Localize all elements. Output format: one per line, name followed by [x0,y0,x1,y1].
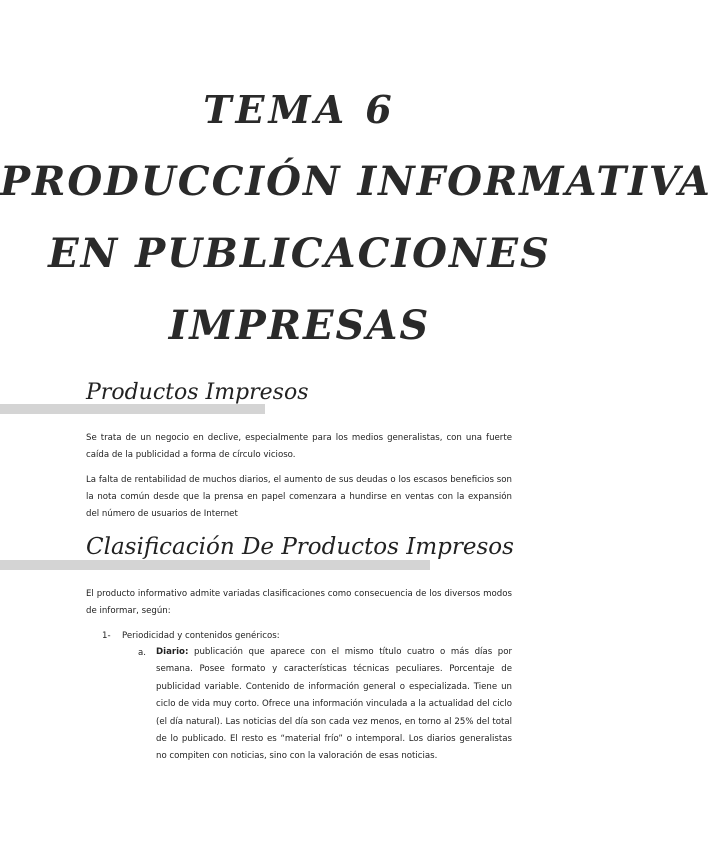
document-title [0,74,712,362]
section-underline-bar [0,404,265,414]
title-line-4: IMPRESAS [168,302,431,349]
title-line-3: EN PUBLICACIONES [48,230,551,277]
paragraph: Se trata de un negocio en declive, especialmente para los medios generalistas, con una fuerte caída de la publicidad a forma de círculo vicioso. [86,433,512,460]
title-line-1: TEMA 6 [203,87,396,132]
title-line-2: PRODUCCIÓN INFORMATIVA [0,158,712,205]
numbered-list [86,627,512,777]
paragraph: El producto informativo admite variadas clasificaciones como consecuencia de los diversos modos de informar, según: [86,589,512,616]
section-heading-productos [0,378,599,418]
section-heading-text: Productos Impresos [86,380,309,405]
section-underline-bar [0,560,430,570]
sub-item-text: publicación que aparece con el mismo título cuatro o más días por semana. Posee formato y características técnicas peculiares. Porcentaje de publicidad variable. Contenido de información general o especializada. Tiene un ciclo de vida muy corto. Ofrece una información vinculada a la actualidad del ciclo (el día natural). Las noticias del día son cada vez menos, en torno al 25% del total de lo publicado. El resto es “material frío” o intemporal. Los diarios generalistas no compiten con noticias, sino con la valoración de esas noticias. [156,647,512,762]
list-item-label: Periodicidad y contenidos genéricos: [122,631,280,641]
sub-item-term: Diario: [156,647,189,657]
list-item-number: 1- [102,631,111,641]
section-heading-text: Clasificación De Productos Impresos [86,534,514,560]
section-heading-clasificacion [0,534,599,574]
sub-item-marker: a. [138,648,146,658]
paragraph: La falta de rentabilidad de muchos diarios, el aumento de sus deudas o los escasos beneficios son la nota común desde que la prensa en papel comenzara a hundirse en ventas con la expansión del número de usuarios de Internet [86,475,512,519]
sub-item-body [156,644,512,766]
